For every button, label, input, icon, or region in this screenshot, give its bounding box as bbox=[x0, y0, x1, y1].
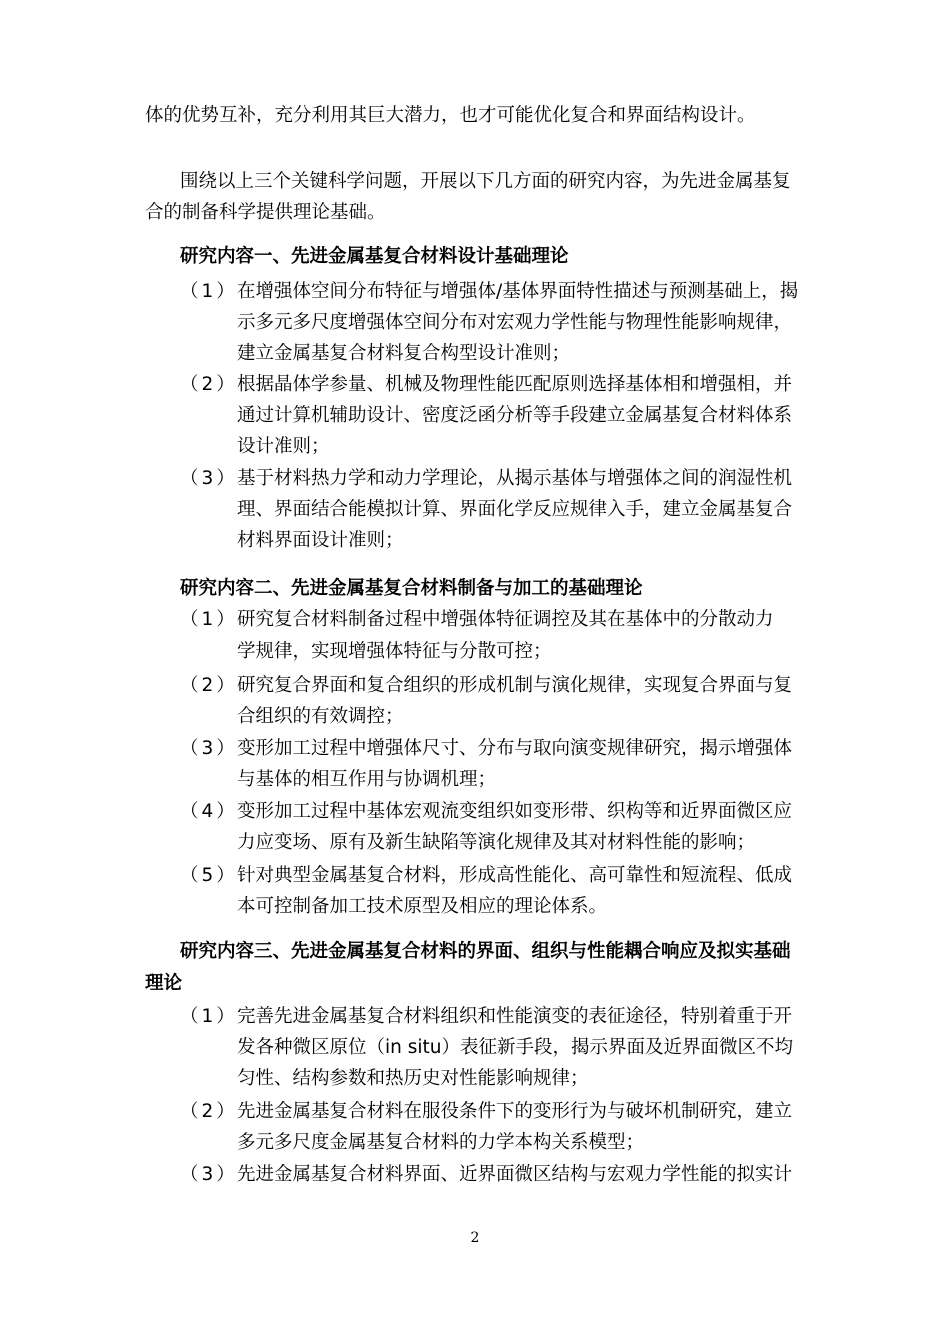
list-item-line: 在增强体空间分布特征与增强体/基体界面特性描述与预测基础上，揭 bbox=[237, 281, 799, 302]
list-item-line: 先进金属基复合材料在服役条件下的变形行为与破坏机制研究，建立 bbox=[237, 1101, 793, 1122]
list-item-line: 力应变场、原有及新生缺陷等演化规律及其对材料性能的影响； bbox=[237, 832, 756, 853]
list-number: （2） bbox=[180, 1101, 238, 1122]
list-number: （1） bbox=[180, 281, 238, 302]
page-number: 2 bbox=[470, 1230, 480, 1246]
list-item-line: 多元多尺度金属基复合材料的力学本构关系模型； bbox=[237, 1132, 645, 1153]
list-item-line: 变形加工过程中增强体尺寸、分布与取向演变规律研究，揭示增强体 bbox=[237, 738, 793, 759]
list-item-line: 匀性、结构参数和热历史对性能影响规律； bbox=[237, 1068, 589, 1089]
list-item-line: 通过计算机辅助设计、密度泛函分析等手段建立金属基复合材料体系 bbox=[237, 405, 793, 426]
list-item-line: 针对典型金属基复合材料，形成高性能化、高可靠性和短流程、低成 bbox=[237, 865, 793, 886]
list-item-line: 与基体的相互作用与协调机理； bbox=[237, 769, 497, 790]
list-item-line: 材料界面设计准则； bbox=[237, 530, 404, 551]
list-number: （3） bbox=[180, 738, 238, 759]
list-item-line: 本可控制备加工技术原型及相应的理论体系。 bbox=[237, 896, 608, 917]
list-number: （2） bbox=[180, 374, 238, 395]
list-item-line: 基于材料热力学和动力学理论，从揭示基体与增强体之间的润湿性机 bbox=[237, 468, 793, 489]
list-number: （4） bbox=[180, 801, 238, 822]
list-number: （2） bbox=[180, 675, 238, 696]
section-heading: 理论 bbox=[145, 973, 183, 994]
list-item-line: 研究复合界面和复合组织的形成机制与演化规律，实现复合界面与复 bbox=[237, 675, 793, 696]
section-heading: 研究内容一、先进金属基复合材料设计基础理论 bbox=[180, 246, 569, 267]
list-number: （3） bbox=[180, 1164, 238, 1185]
list-item-line: 变形加工过程中基体宏观流变组织如变形带、织构等和近界面微区应 bbox=[237, 801, 793, 822]
list-item-line: 示多元多尺度增强体空间分布对宏观力学性能与物理性能影响规律， bbox=[237, 312, 793, 333]
list-number: （1） bbox=[180, 609, 238, 630]
list-item-line: 完善先进金属基复合材料组织和性能演变的表征途径，特别着重于开 bbox=[237, 1006, 793, 1027]
list-number: （3） bbox=[180, 468, 238, 489]
list-item-line: 设计准则； bbox=[237, 436, 330, 457]
list-item-line: 发各种微区原位（in situ）表征新手段，揭示界面及近界面微区不均 bbox=[237, 1037, 794, 1058]
intro-text-line: 合的制备科学提供理论基础。 bbox=[145, 202, 386, 223]
list-item-line: 建立金属基复合材料复合构型设计准则； bbox=[237, 343, 571, 364]
list-item-line: 先进金属基复合材料界面、近界面微区结构与宏观力学性能的拟实计 bbox=[237, 1164, 793, 1185]
intro-text-line: 体的优势互补，充分利用其巨大潜力，也才可能优化复合和界面结构设计。 bbox=[145, 105, 756, 126]
list-item-line: 研究复合材料制备过程中增强体特征调控及其在基体中的分散动力 bbox=[237, 609, 774, 630]
section-heading: 研究内容二、先进金属基复合材料制备与加工的基础理论 bbox=[180, 578, 643, 599]
list-number: （1） bbox=[180, 1006, 238, 1027]
list-number: （5） bbox=[180, 865, 238, 886]
section-heading: 研究内容三、先进金属基复合材料的界面、组织与性能耦合响应及拟实基础 bbox=[180, 941, 791, 962]
list-item-line: 根据晶体学参量、机械及物理性能匹配原则选择基体相和增强相，并 bbox=[237, 374, 793, 395]
list-item-line: 理、界面结合能模拟计算、界面化学反应规律入手，建立金属基复合 bbox=[237, 499, 793, 520]
list-item-line: 合组织的有效调控； bbox=[237, 706, 404, 727]
list-item-line: 学规律，实现增强体特征与分散可控； bbox=[237, 641, 552, 662]
intro-text-line: 围绕以上三个关键科学问题，开展以下几方面的研究内容，为先进金属基复 bbox=[180, 171, 791, 192]
